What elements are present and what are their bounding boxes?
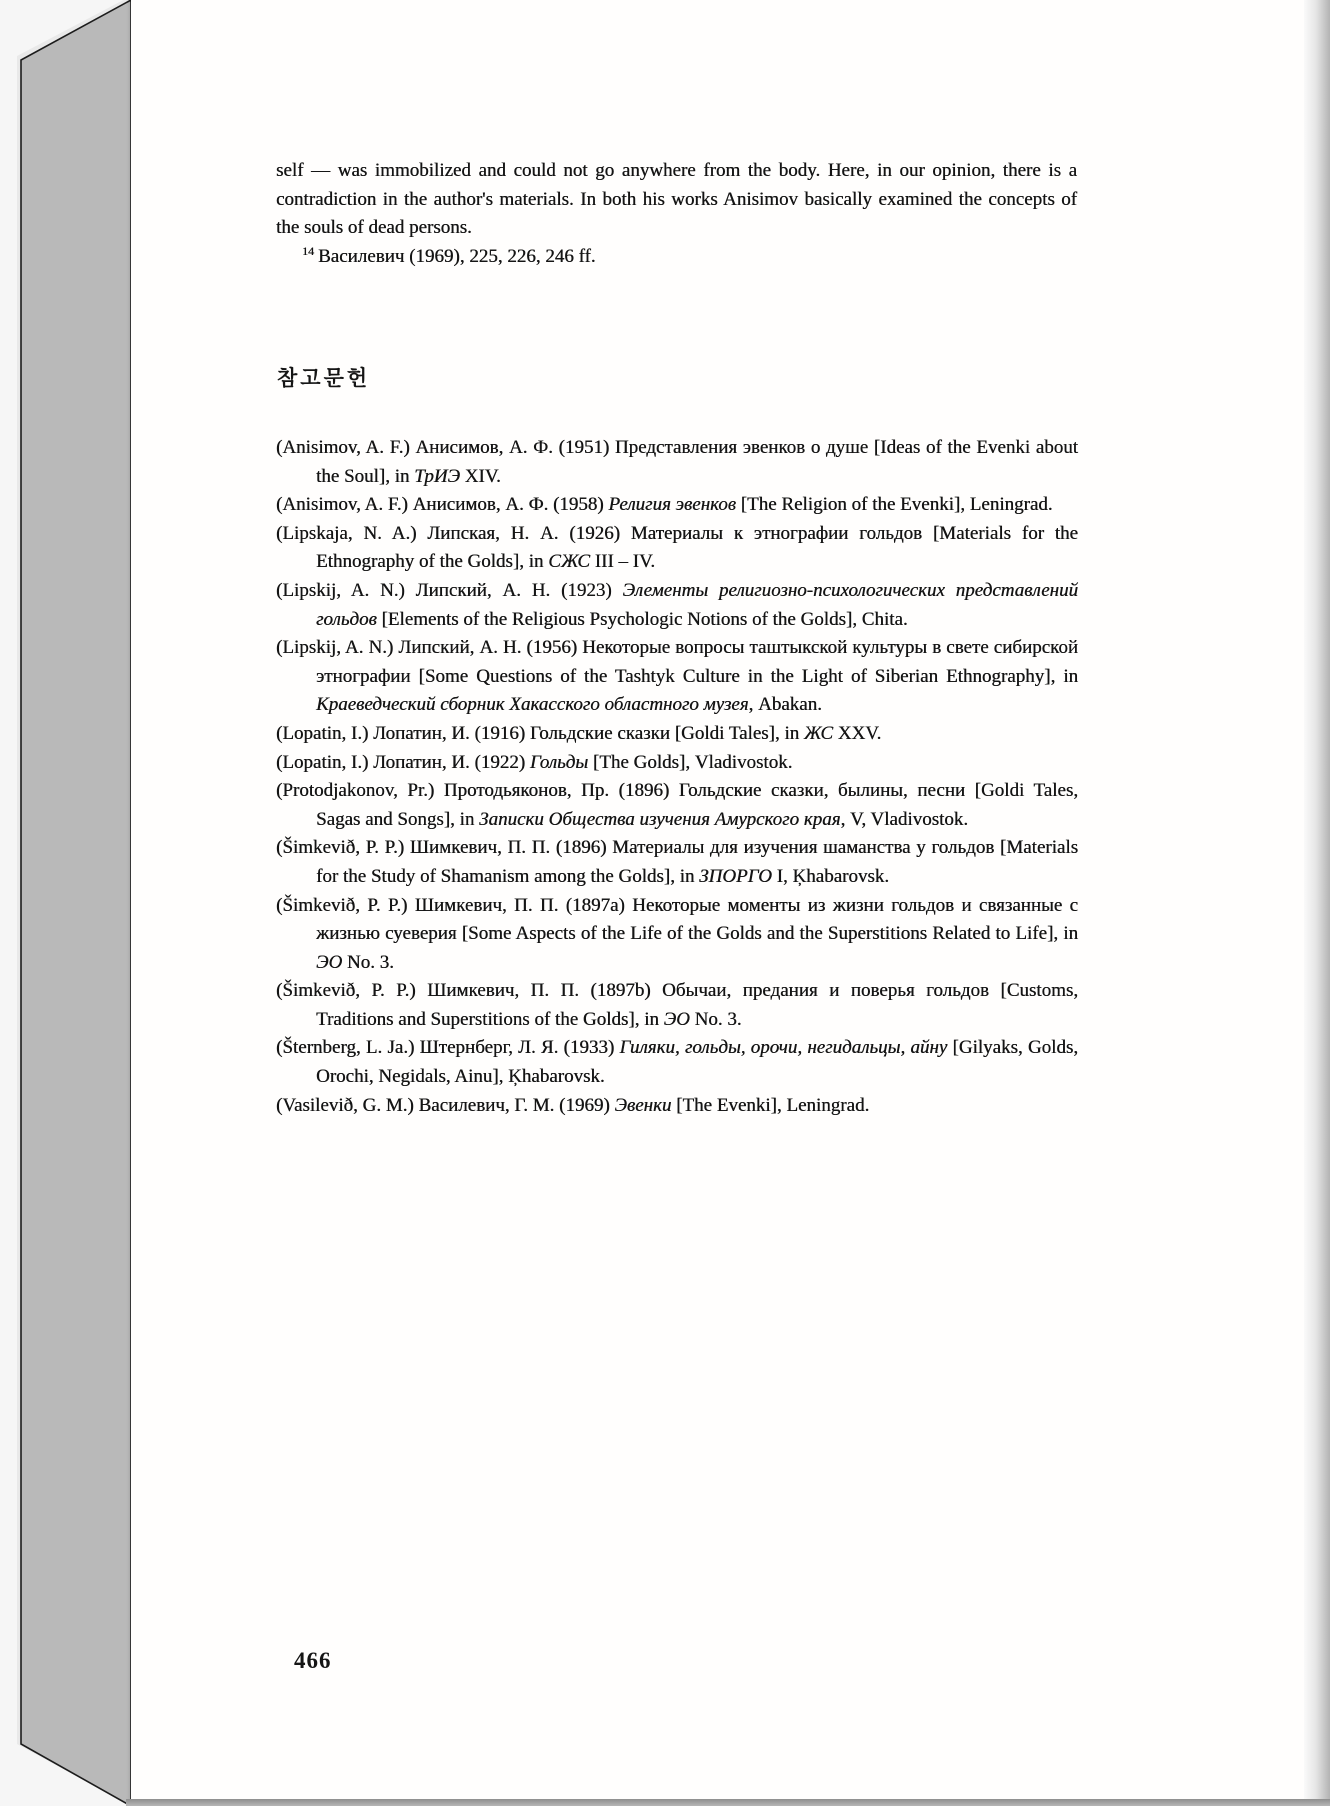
bib-segment-italic: Записки Общества изучения Амурского края — [479, 808, 841, 830]
bib-entry — [276, 749, 1078, 778]
bib-segment: (Šimkevið, P. P.) Шимкевич, П. П. (1897b) Обычаи, предания и поверья гольдов [Customs, Traditions and Superstitions of the Golds], in — [276, 980, 1078, 1030]
bib-segment-italic: Элементы религиозно-психологических представлений гольдов — [316, 579, 1078, 630]
bib-segment-italic: Краеведческий сборник Хакасского областного музея — [316, 694, 749, 716]
bib-segment: No. 3. — [689, 1008, 742, 1030]
intro-paragraph: self — was immobilized and could not go anywhere from the body. Here, in our opinion, there is a contradiction in the author's materials. In both his works Anisimov basically examined the concepts of the souls of dead persons. — [276, 160, 1077, 238]
bib-segment: (Lipskaja, N. A.) Липская, Н. А. (1926) Материалы к этнографии гольдов [Materials for the Ethnography of the Golds], in — [276, 522, 1078, 573]
page-number: 466 — [294, 1648, 332, 1673]
bib-entry — [276, 720, 1078, 749]
page-bottom-edge — [126, 1799, 1330, 1806]
bib-segment: [The Golds], Vladivostok. — [588, 751, 793, 773]
bib-entry — [276, 1034, 1078, 1091]
bib-segment: (Protodjakonov, Pr.) Протодьяконов, Пр. (1896) Гольдские сказки, былины, песни [Goldi Tales, Sagas and Songs], in — [276, 780, 1078, 830]
bib-entry — [276, 491, 1078, 520]
bib-segment: [Elements of the Religious Psychologic Notions of the Golds], Chita. — [376, 608, 908, 630]
bib-segment: (Anisimov, A. F.) Анисимов, А. Ф. (1958) — [276, 494, 609, 516]
bib-entry — [276, 777, 1078, 834]
bib-entry — [276, 577, 1078, 634]
bib-segment: (Šternberg, L. Ja.) Штернберг, Л. Я. (1933) — [276, 1037, 620, 1059]
bib-segment: , Abakan. — [748, 694, 822, 716]
bib-segment-italic: СЖС — [548, 551, 590, 573]
bib-entry — [276, 434, 1078, 491]
bib-segment: [Gilyaks, Golds, Orochi, Negidals, Ainu], Ķhabarovsk. — [316, 1037, 1078, 1088]
book-page — [131, 0, 1304, 1800]
footnote — [276, 243, 1077, 272]
bib-segment: , V, Vladivostok. — [840, 808, 969, 830]
bib-entry — [276, 892, 1078, 978]
bib-segment: (Lipskij, A. N.) Липский, А. Н. (1956) Некоторые вопросы таштыкской культуры в свете сибирской этнографии [Some Questions of the Tashtyk Culture in the Light of Siberian Ethnography], in — [276, 637, 1078, 687]
bib-segment-italic: ЗПОРГО — [699, 865, 772, 887]
bib-segment-italic: ЭО — [663, 1008, 690, 1030]
page-right-edge — [1304, 0, 1330, 1806]
bib-segment: (Anisimov, A. F.) Анисимов, А. Ф. (1951) Представления эвенков о душе [Ideas of the Evenki about the Soul], in — [276, 437, 1078, 487]
bib-segment: [The Religion of the Evenki], Leningrad. — [735, 494, 1053, 516]
section-heading: 참고문헌 — [277, 366, 371, 390]
bib-segment: (Šimkevið, P. P.) Шимкевич, П. П. (1896) Материалы для изучения шаманства у гольдов [Materials for the Study of Shamanism among the Golds], in — [276, 837, 1078, 887]
bib-segment: I, Ķhabarovsk. — [771, 865, 890, 887]
bib-segment-italic: Религия эвенков — [608, 494, 736, 516]
bib-segment-italic: Эвенки — [614, 1094, 672, 1116]
bib-entry — [276, 977, 1078, 1034]
bib-segment-italic: ЭО — [316, 951, 343, 973]
bib-entry — [276, 520, 1078, 577]
bib-segment: (Vasilevið, G. M.) Василевич, Г. М. (1969) — [276, 1094, 615, 1116]
bib-segment-italic: Гольды — [529, 751, 589, 773]
bib-entry — [276, 634, 1078, 720]
bib-segment: No. 3. — [342, 951, 394, 973]
bib-segment: [The Evenki], Leningrad. — [671, 1094, 870, 1116]
bib-segment: XIV. — [459, 465, 501, 487]
bib-segment-italic: ЖС — [803, 722, 833, 744]
bib-segment: III – IV. — [589, 551, 656, 573]
bib-segment: XXV. — [833, 722, 882, 744]
bib-segment: (Šimkevið, P. P.) Шимкевич, П. П. (1897a) Некоторые моменты из жизни гольдов и связанные с жизнью суеверия [Some Aspects of the Life of the Golds and the Superstitions Related to Life], in — [276, 894, 1078, 945]
footnote-text: Василевич (1969), 225, 226, 246 ff. — [318, 246, 596, 267]
bib-segment-italic: ТрИЭ — [414, 465, 460, 487]
spine-face — [21, 0, 131, 1806]
bib-segment: (Lopatin, I.) Лопатин, И. (1922) — [276, 751, 530, 773]
spine-highlight-edge — [17, 0, 131, 1806]
bib-entry — [276, 1092, 1078, 1121]
footnote-marker: 14 — [302, 243, 314, 258]
bib-segment-italic: Гиляки, гольды, орочи, негидальцы, айну — [619, 1037, 948, 1059]
bibliography-list — [276, 434, 1078, 1120]
bib-segment: (Lopatin, I.) Лопатин, И. (1916) Гольдские сказки [Goldi Tales], in — [276, 722, 804, 744]
bib-segment: (Lipskij, A. N.) Липский, А. Н. (1923) — [276, 579, 623, 601]
bib-entry — [276, 834, 1078, 891]
